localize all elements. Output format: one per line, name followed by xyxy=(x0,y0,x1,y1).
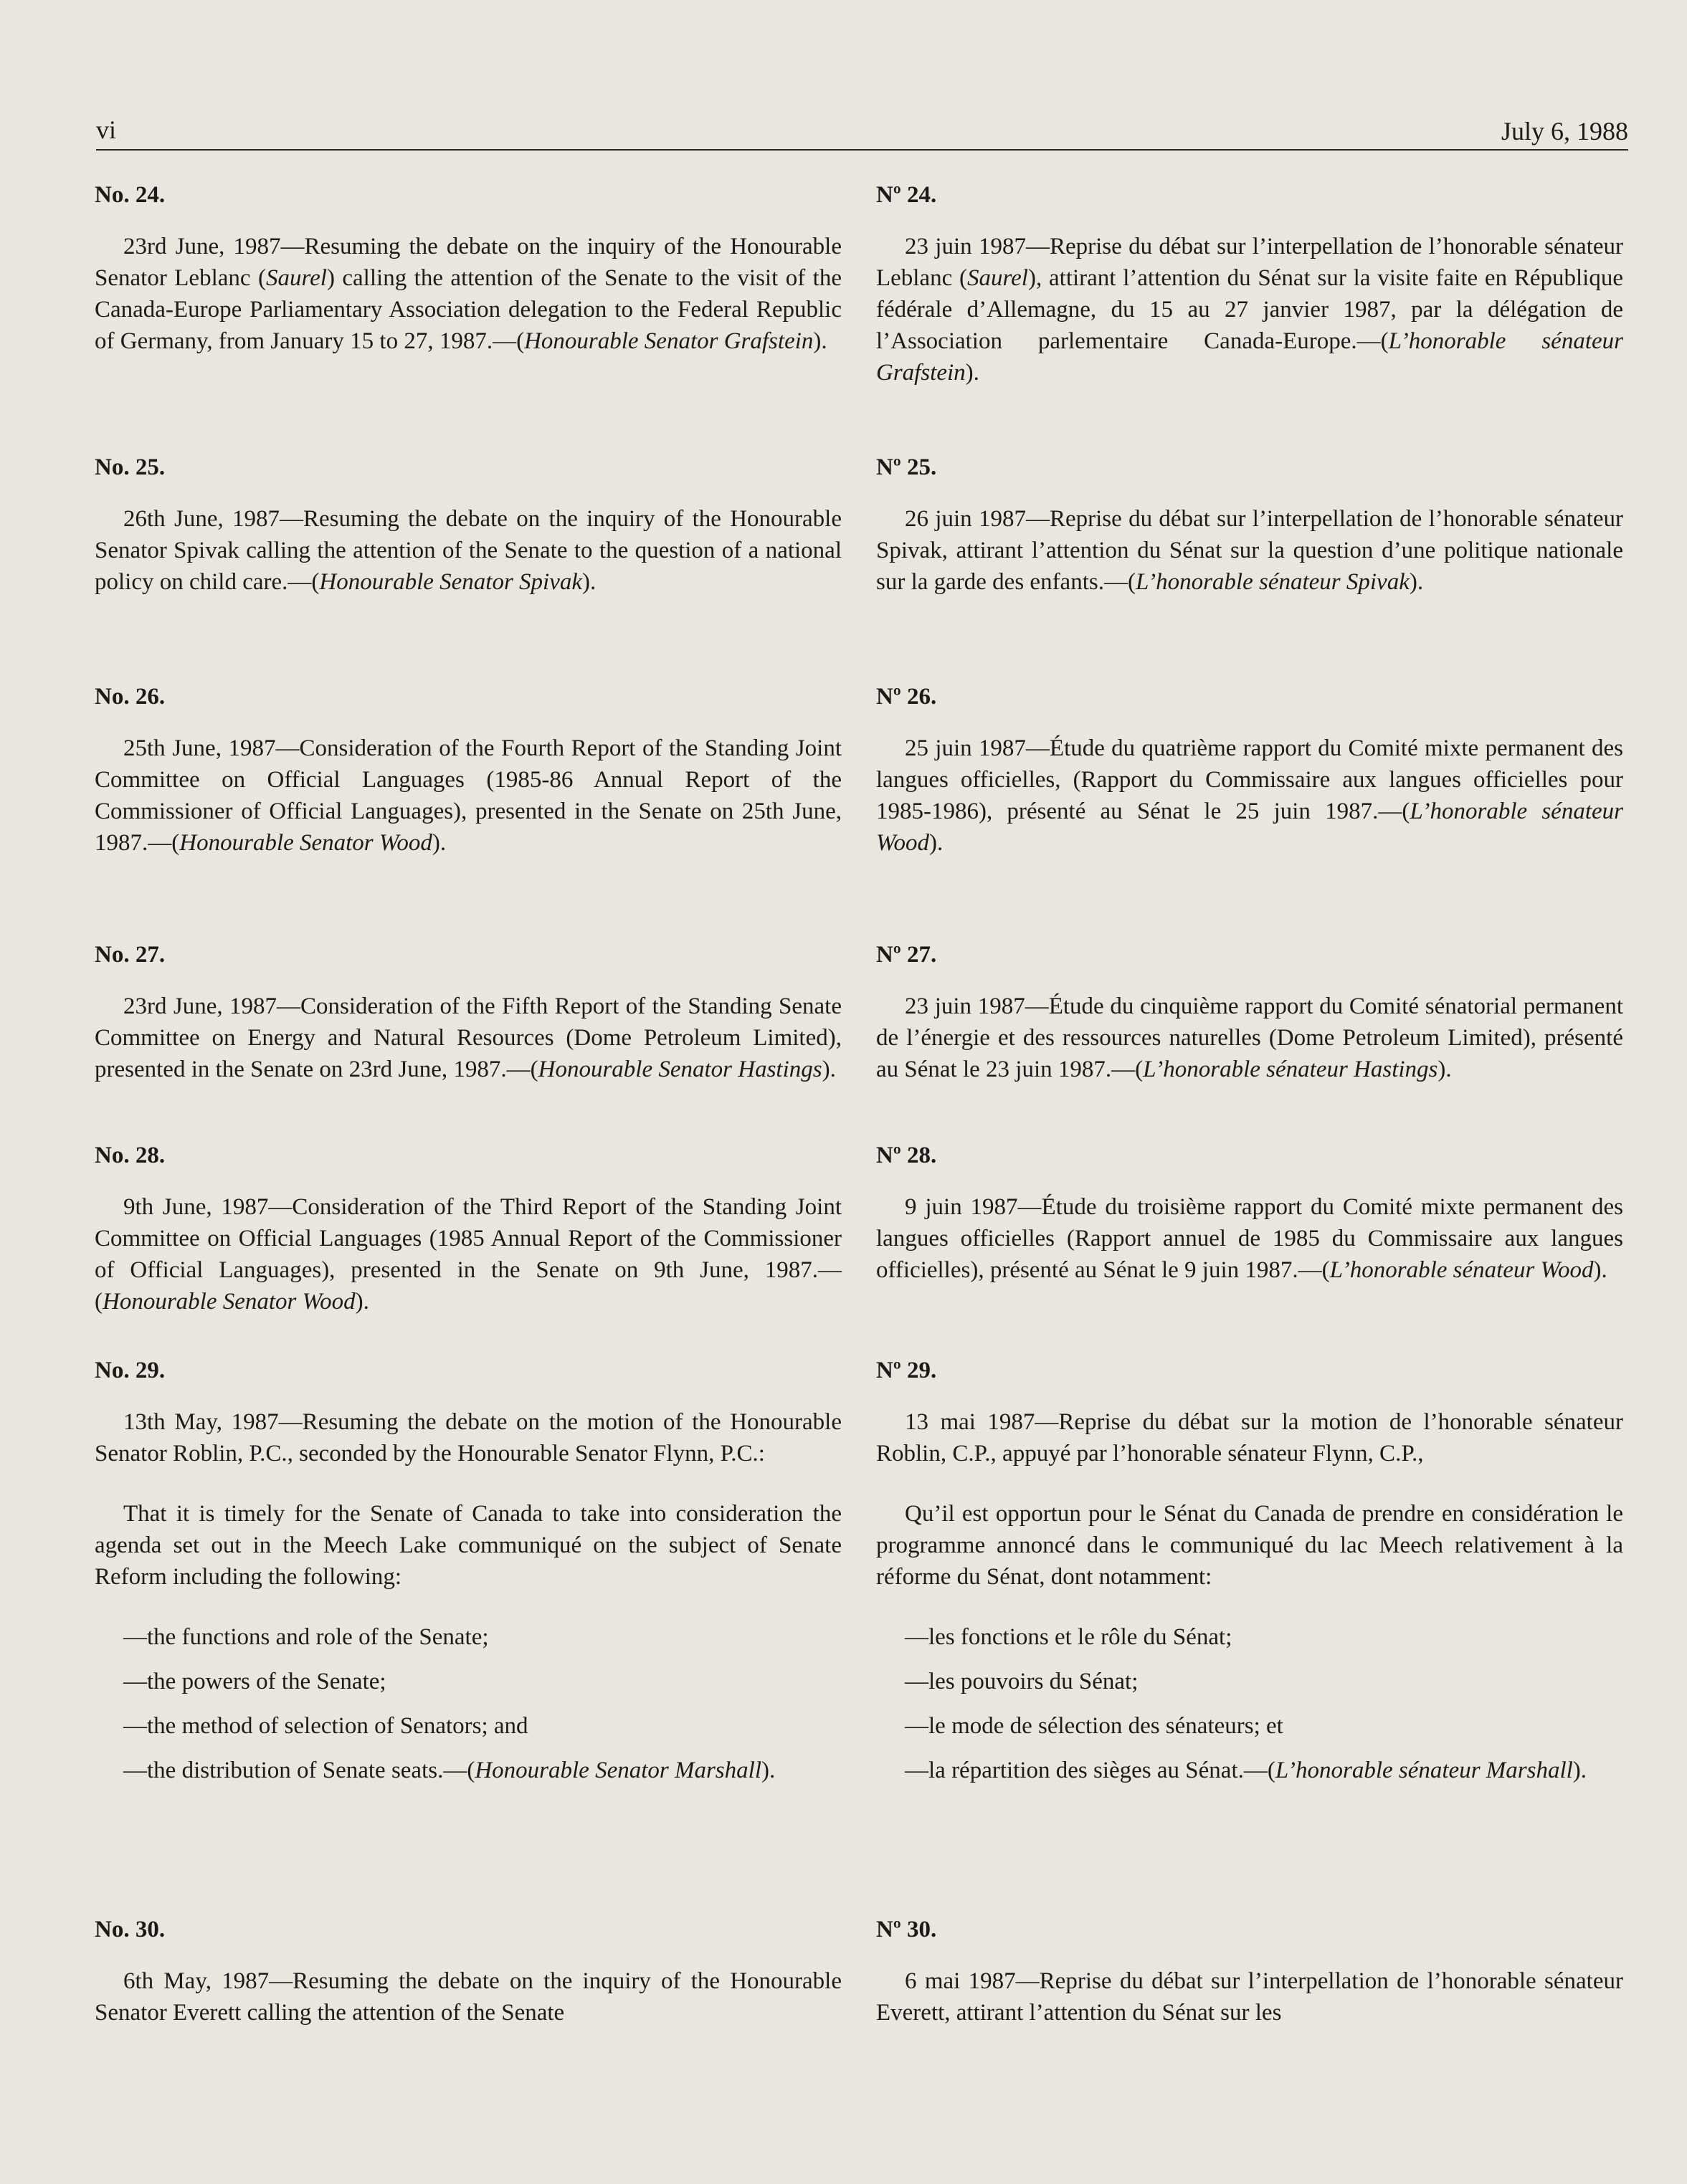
text-run: 23 juin 1987—Étude du cinquième rapport du Comité sénatorial permanent de l’énergie et des ressources naturelles (Dome Petroleum Limited), présenté au Sénat le 23 juin 1987.—( xyxy=(876,993,1623,1082)
entry-paragraph xyxy=(95,1965,842,2028)
entry-number: Nº 30. xyxy=(876,1917,937,1942)
french-entry xyxy=(876,940,1623,1085)
english-entry xyxy=(95,453,842,598)
entry-paragraph xyxy=(95,991,842,1085)
italic-text: Honourable Senator Wood xyxy=(179,830,432,856)
entry-number: No. 28. xyxy=(95,1143,166,1168)
english-entry xyxy=(95,181,842,357)
text-run: 23rd June, 1987—Consideration of the Fifth Report of the Standing Senate Committee on Energy and Natural Resources (Dome Petroleum Limited), presented in the Senate on 23rd June, 1987.—( xyxy=(95,993,842,1082)
text-run: ). xyxy=(813,328,827,354)
entry-number: No. 30. xyxy=(95,1917,166,1942)
entry-paragraph xyxy=(95,231,842,357)
header-rule xyxy=(96,149,1628,151)
french-entry xyxy=(876,181,1623,388)
entry-number: No. 24. xyxy=(95,182,166,208)
italic-text: Honourable Senator Grafstein xyxy=(524,328,814,354)
entry-number: No. 26. xyxy=(95,684,166,710)
entry-paragraph xyxy=(95,503,842,598)
italic-text: L’honorable sénateur Wood xyxy=(876,798,1623,856)
text-run: 6th May, 1987—Resuming the debate on the inquiry of the Honourable Senator Everett calling the attention of the Senate xyxy=(95,1968,842,2026)
entry-paragraph xyxy=(876,1965,1623,2028)
entry-number: No. 25. xyxy=(95,454,166,480)
text-run: —the distribution of Senate seats.—( xyxy=(123,1758,475,1783)
italic-text: Honourable Senator Wood xyxy=(103,1289,356,1315)
french-entry xyxy=(876,1915,1623,2028)
text-run: ) calling the attention of the Senate to the visit of the Canada-Europe Parliamentary Association delegation to the Federal Republic of Germany, from January 15 to 27, 1987.—( xyxy=(95,265,842,354)
entry-number: Nº 24. xyxy=(876,182,937,208)
text-run: 26th June, 1987—Resuming the debate on the inquiry of the Honourable Senator Spivak calling the attention of the Senate to the question of a national policy on child care.—( xyxy=(95,506,842,595)
italic-text: Honourable Senator Marshall xyxy=(475,1758,761,1783)
text-run: 23 juin 1987—Reprise du débat sur l’interpellation de l’honorable sénateur Leblanc ( xyxy=(876,234,1623,291)
italic-text: Saurel xyxy=(266,265,327,291)
italic-text: Saurel xyxy=(967,265,1028,291)
text-run: —the method of selection of Senators; and xyxy=(123,1713,528,1739)
text-run: —the functions and role of the Senate; xyxy=(123,1624,489,1650)
english-entry xyxy=(95,682,842,859)
text-run: 13th May, 1987—Resuming the debate on the motion of the Honourable Senator Roblin, P.C., seconded by the Honourable Senator Flynn, P.C.: xyxy=(95,1409,842,1467)
entry-number: Nº 27. xyxy=(876,942,937,968)
italic-text: L’honorable sénateur Wood xyxy=(1329,1257,1594,1283)
text-run: 25 juin 1987—Étude du quatrième rapport du Comité mixte permanent des langues officielles, (Rapport du Commissaire aux langues officielles pour 1985-1986), présenté au Sénat le 25 juin 1987.—( xyxy=(876,735,1623,824)
entry-paragraph xyxy=(876,1710,1623,1742)
text-run: ). xyxy=(355,1289,369,1315)
entry-paragraph xyxy=(95,1710,842,1742)
text-run: ). xyxy=(432,830,447,856)
entry-paragraph xyxy=(876,733,1623,859)
entry-number: Nº 28. xyxy=(876,1143,937,1168)
italic-text: L’honorable sénateur Marshall xyxy=(1275,1758,1573,1783)
entry-paragraph xyxy=(95,1406,842,1469)
entry-paragraph xyxy=(95,1191,842,1317)
text-run: ). xyxy=(1593,1257,1607,1283)
french-entry xyxy=(876,1356,1623,1786)
text-run: ). xyxy=(1437,1057,1452,1082)
text-run: —les pouvoirs du Sénat; xyxy=(905,1669,1139,1694)
text-run: ). xyxy=(928,830,944,856)
english-entry xyxy=(95,940,842,1085)
entry-paragraph xyxy=(876,1666,1623,1697)
page-header xyxy=(96,108,1628,151)
entry-number: Nº 29. xyxy=(876,1358,937,1383)
page-date: July 6, 1988 xyxy=(1501,117,1628,146)
french-entry xyxy=(876,453,1623,598)
italic-text: L’honorable sénateur Hastings xyxy=(1143,1057,1438,1082)
italic-text: Honourable Senator Hastings xyxy=(538,1057,822,1082)
page-number: vi xyxy=(96,115,117,144)
entry-number: Nº 26. xyxy=(876,684,937,710)
entry-paragraph xyxy=(876,1191,1623,1286)
entry-number: No. 27. xyxy=(95,942,166,968)
entry-number: No. 29. xyxy=(95,1358,166,1383)
text-run: 6 mai 1987—Reprise du débat sur l’interpellation de l’honorable sénateur Everett, attirant l’attention du Sénat sur les xyxy=(876,1968,1623,2026)
text-run: —the powers of the Senate; xyxy=(123,1669,386,1694)
french-entry xyxy=(876,682,1623,859)
entry-number: Nº 25. xyxy=(876,454,937,480)
text-run: ). xyxy=(1409,569,1424,595)
entry-paragraph xyxy=(95,733,842,859)
italic-text: L’honorable sénateur Grafstein xyxy=(876,328,1623,386)
entry-paragraph xyxy=(876,1498,1623,1593)
entry-paragraph xyxy=(876,991,1623,1085)
text-run: That it is timely for the Senate of Canada to take into consideration the agenda set out in the Meech Lake communiqué on the subject of Senate Reform including the following: xyxy=(95,1501,842,1590)
italic-text: Honourable Senator Spivak xyxy=(319,569,582,595)
text-run: —le mode de sélection des sénateurs; et xyxy=(905,1713,1283,1739)
entry-paragraph xyxy=(876,1755,1623,1786)
text-run: Qu’il est opportun pour le Sénat du Canada de prendre en considération le programme annoncé dans le communiqué du lac Meech relativement à la réforme du Sénat, dont notamment: xyxy=(876,1501,1623,1590)
italic-text: L’honorable sénateur Spivak xyxy=(1135,569,1410,595)
text-run: 23rd June, 1987—Resuming the debate on the inquiry of the Honourable Senator Leblanc ( xyxy=(95,234,842,291)
entry-paragraph xyxy=(876,1621,1623,1653)
text-run: ), attirant l’attention du Sénat sur la visite faite en République fédérale d’Allemagne, du 15 au 27 janvier 1987, par la délégation de l’Association parlementaire Canada-Europe.—( xyxy=(876,265,1623,354)
entry-paragraph xyxy=(95,1621,842,1653)
text-run: 25th June, 1987—Consideration of the Fourth Report of the Standing Joint Committee on Official Languages (1985-86 Annual Report of the Commissioner of Official Languages), presented in the Senate on 25th June, 1987.—( xyxy=(95,735,842,856)
text-run: 9th June, 1987—Consideration of the Third Report of the Standing Joint Committee on Official Languages (1985 Annual Report of the Commissioner of Official Languages), presented in the Senate on 9th June, 1987.—( xyxy=(95,1194,842,1315)
text-run: ). xyxy=(822,1057,836,1082)
french-entry xyxy=(876,1141,1623,1286)
entry-paragraph xyxy=(95,1498,842,1593)
text-run: 26 juin 1987—Reprise du débat sur l’interpellation de l’honorable sénateur Spivak, attirant l’attention du Sénat sur la question d’une politique nationale sur la garde des enfants.—( xyxy=(876,506,1623,595)
entry-paragraph xyxy=(876,503,1623,598)
text-run: —la répartition des sièges au Sénat.—( xyxy=(905,1758,1275,1783)
text-run: 13 mai 1987—Reprise du débat sur la motion de l’honorable sénateur Roblin, C.P., appuyé par l’honorable sénateur Flynn, C.P., xyxy=(876,1409,1623,1467)
text-run: ). xyxy=(965,360,979,386)
english-entry xyxy=(95,1915,842,2028)
text-run: —les fonctions et le rôle du Sénat; xyxy=(905,1624,1232,1650)
text-run: ). xyxy=(582,569,597,595)
entry-paragraph xyxy=(95,1755,842,1786)
entry-paragraph xyxy=(95,1666,842,1697)
english-entry xyxy=(95,1141,842,1317)
entry-paragraph xyxy=(876,231,1623,388)
text-run: ). xyxy=(761,1758,776,1783)
text-run: 9 juin 1987—Étude du troisième rapport du Comité mixte permanent des langues officielles (Rapport annuel de 1985 du Commissaire aux langues officielles), présenté au Sénat le 9 juin 1987.—( xyxy=(876,1194,1623,1283)
text-run: ). xyxy=(1572,1758,1587,1783)
english-entry xyxy=(95,1356,842,1786)
entry-paragraph xyxy=(876,1406,1623,1469)
